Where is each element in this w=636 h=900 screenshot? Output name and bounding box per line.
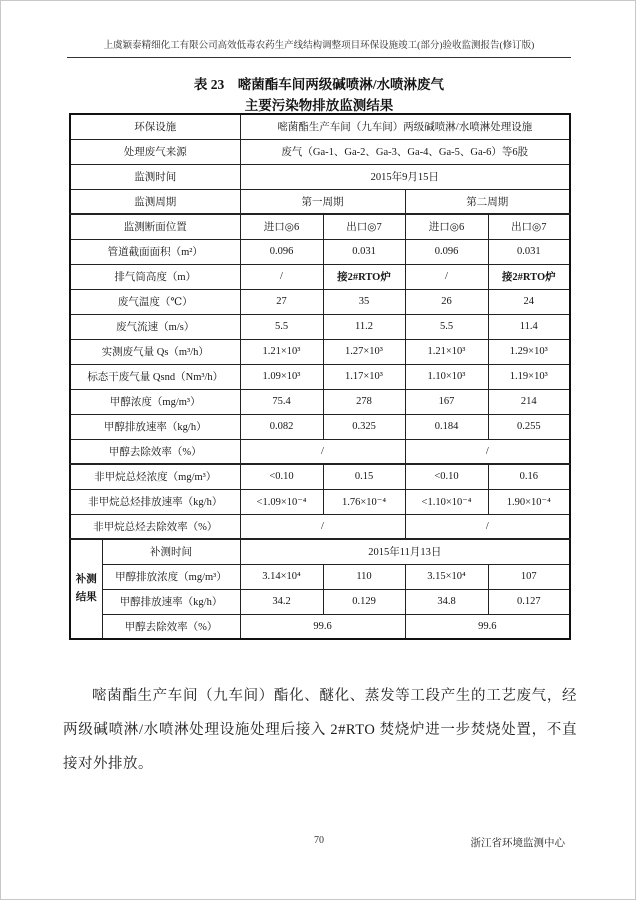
table-cell: 2015年11月13日 [240, 539, 570, 564]
table-cell: 1.09×10³ [240, 364, 323, 389]
table-cell: <0.10 [405, 464, 488, 489]
table-cell: 3.14×10⁴ [240, 564, 323, 589]
table-cell: 99.6 [405, 614, 570, 639]
row-label: 甲醇去除效率（%） [70, 439, 240, 464]
table-cell: <0.10 [240, 464, 323, 489]
row-label: 甲醇排放浓度（mg/m³） [102, 564, 240, 589]
table-cell: 2015年9月15日 [240, 164, 570, 189]
table-cell: 出口◎7 [488, 214, 570, 239]
row-supp-eff [70, 614, 570, 639]
table-cell: 0.184 [405, 414, 488, 439]
table-cell: 接2#RTO炉 [323, 264, 405, 289]
row-methanol-eff [70, 439, 570, 464]
table-cell: 1.29×10³ [488, 339, 570, 364]
row-standard-flow [70, 364, 570, 389]
table-cell: 214 [488, 389, 570, 414]
table-cell: 0.129 [323, 589, 405, 614]
row-label: 非甲烷总烃去除效率（%） [70, 514, 240, 539]
table-cell: 出口◎7 [323, 214, 405, 239]
row-nmhc-rate [70, 489, 570, 514]
document-header: 上虞颖泰精细化工有限公司高效低毒农药生产线结构调整项目环保设施竣工(部分)验收监测报告(修订版) [67, 37, 571, 58]
table-cell: / [240, 514, 405, 539]
monitoring-results-table [69, 113, 571, 640]
row-monitor-date [70, 164, 570, 189]
row-label: 标态干废气量 Qsnd（Nm³/h） [70, 364, 240, 389]
row-supp-date [70, 539, 570, 564]
table-cell: 0.255 [488, 414, 570, 439]
table-cell: 278 [323, 389, 405, 414]
table-cell: 26 [405, 289, 488, 314]
table-cell: 接2#RTO炉 [488, 264, 570, 289]
row-label: 补测时间 [102, 539, 240, 564]
row-label: 环保设施 [70, 114, 240, 139]
table-cell: 0.082 [240, 414, 323, 439]
row-duct-area [70, 239, 570, 264]
table-cell: 0.096 [405, 239, 488, 264]
row-label: 甲醇排放速率（kg/h） [70, 414, 240, 439]
table-cell: 27 [240, 289, 323, 314]
row-section-pos [70, 214, 570, 239]
table-cell: 1.27×10³ [323, 339, 405, 364]
row-methanol-rate [70, 414, 570, 439]
supp-group-label: 补测结果 [70, 539, 102, 639]
table-cell: 1.76×10⁻⁴ [323, 489, 405, 514]
table-cell: 0.096 [240, 239, 323, 264]
table-cell: 0.031 [488, 239, 570, 264]
row-label: 甲醇排放速率（kg/h） [102, 589, 240, 614]
table-cell: <1.09×10⁻⁴ [240, 489, 323, 514]
row-nmhc-eff [70, 514, 570, 539]
table-cell: 1.19×10³ [488, 364, 570, 389]
row-label: 实测废气量 Qs（m³/h） [70, 339, 240, 364]
footer-organization: 浙江省环境监测中心 [470, 838, 565, 849]
table-cell: 1.21×10³ [240, 339, 323, 364]
table-cell: <1.10×10⁻⁴ [405, 489, 488, 514]
table-cell: 0.16 [488, 464, 570, 489]
table-cell: 嘧菌酯生产车间（九车间）两级碱喷淋/水喷淋处理设施 [240, 114, 570, 139]
row-label: 监测周期 [70, 189, 240, 214]
table-cell: 第二周期 [405, 189, 570, 214]
table-cell: / [405, 514, 570, 539]
table-cell: / [405, 264, 488, 289]
row-supp-rate [70, 589, 570, 614]
row-nmhc-conc [70, 464, 570, 489]
table-cell: 0.325 [323, 414, 405, 439]
table-cell: 34.2 [240, 589, 323, 614]
table-cell: 进口◎6 [240, 214, 323, 239]
table-cell: / [240, 439, 405, 464]
page-number: 70 [314, 835, 324, 846]
table-cell: 35 [323, 289, 405, 314]
table-cell: / [240, 264, 323, 289]
row-label: 处理废气来源 [70, 139, 240, 164]
table-title-line1: 表 23 嘧菌酯车间两级碱喷淋/水喷淋废气 [193, 77, 445, 92]
row-label: 非甲烷总烃排放速率（kg/h） [70, 489, 240, 514]
table-cell: 废气（Ga-1、Ga-2、Ga-3、Ga-4、Ga-5、Ga-6）等6股 [240, 139, 570, 164]
row-label: 监测时间 [70, 164, 240, 189]
row-monitor-cycle [70, 189, 570, 214]
table-cell: 进口◎6 [405, 214, 488, 239]
table-cell: 1.21×10³ [405, 339, 488, 364]
row-env-facility [70, 114, 570, 139]
row-label: 甲醇去除效率（%） [102, 614, 240, 639]
table-cell: 0.15 [323, 464, 405, 489]
table-cell: 0.127 [488, 589, 570, 614]
row-supp-conc [70, 564, 570, 589]
row-label: 监测断面位置 [70, 214, 240, 239]
table-cell: 第一周期 [240, 189, 405, 214]
row-gas-velocity [70, 314, 570, 339]
table-title [1, 75, 636, 117]
body-paragraph: 嘧菌酯生产车间（九车间）酯化、醚化、蒸发等工段产生的工艺废气，经两级碱喷淋/水喷淋处理设施处理后接入 2#RTO 焚烧炉进一步焚烧处置，不直接对外排放。 [63, 688, 577, 773]
table-cell: 99.6 [240, 614, 405, 639]
table-cell: / [405, 439, 570, 464]
table-title-line2: 主要污染物排放监测结果 [244, 97, 394, 113]
table-cell: 1.17×10³ [323, 364, 405, 389]
row-measured-flow [70, 339, 570, 364]
row-label: 排气筒高度（m） [70, 264, 240, 289]
table-cell: 5.5 [405, 314, 488, 339]
table-cell: 11.2 [323, 314, 405, 339]
row-gas-temp [70, 289, 570, 314]
table-cell: 1.90×10⁻⁴ [488, 489, 570, 514]
table-cell: 75.4 [240, 389, 323, 414]
table-cell: 24 [488, 289, 570, 314]
row-gas-source [70, 139, 570, 164]
row-stack-height [70, 264, 570, 289]
row-label: 管道截面面积（m²） [70, 239, 240, 264]
table-cell: 107 [488, 564, 570, 589]
row-label: 废气温度（℃） [70, 289, 240, 314]
table-cell: 5.5 [240, 314, 323, 339]
row-label: 甲醇浓度（mg/m³） [70, 389, 240, 414]
table-cell: 0.031 [323, 239, 405, 264]
table-cell: 11.4 [488, 314, 570, 339]
row-label: 废气流速（m/s） [70, 314, 240, 339]
row-methanol-conc [70, 389, 570, 414]
table-cell: 3.15×10⁴ [405, 564, 488, 589]
row-label: 非甲烷总烃浓度（mg/m³） [70, 464, 240, 489]
table-cell: 1.10×10³ [405, 364, 488, 389]
table-cell: 34.8 [405, 589, 488, 614]
table-cell: 167 [405, 389, 488, 414]
table-cell: 110 [323, 564, 405, 589]
